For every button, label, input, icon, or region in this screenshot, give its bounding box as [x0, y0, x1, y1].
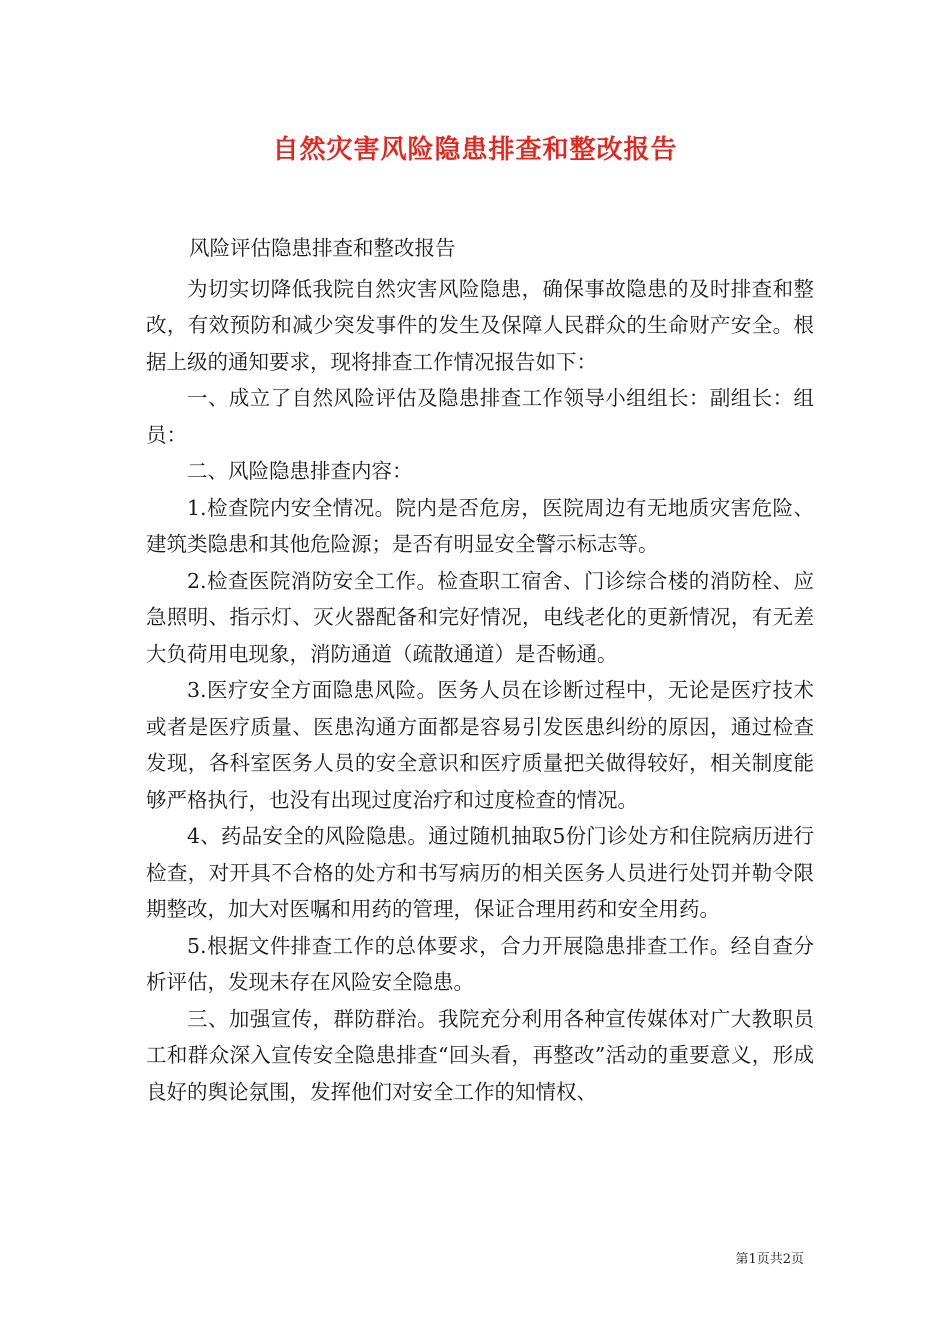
page-number: 第1页共2页 — [735, 1252, 804, 1267]
document-body — [146, 230, 814, 1110]
section-3-paragraph: 三、加强宣传，群防群治。我院充分利用各种宣传媒体对广大教职员工和群众深入宣传安全隐患排查“回头看，再整改”活动的重要意义，形成良好的舆论氛围，发挥他们对安全工作的知情权、 — [146, 1006, 814, 1104]
section-1-paragraph: 一、成立了自然风险评估及隐患排查工作领导小组组长：副组长：组员： — [146, 386, 814, 447]
item-2-paragraph: 2.检查医院消防安全工作。检查职工宿舍、门诊综合楼的消防栓、应急照明、指示灯、灭火器配备和完好情况，电线老化的更新情况，有无差大负荷用电现象，消防通道（疏散通道）是否畅通。 — [146, 568, 814, 666]
section-2-heading: 二、风险隐患排查内容： — [187, 459, 413, 483]
item-1-paragraph: 1.检查院内安全情况。院内是否危房，医院周边有无地质灾害危险、建筑类隐患和其他危险源；是否有明显安全警示标志等。 — [146, 495, 814, 556]
item-4-paragraph: 4、药品安全的风险隐患。通过随机抽取5份门诊处方和住院病历进行检查，对开具不合格的处方和书写病历的相关医务人员进行处罚并勒令限期整改，加大对医嘱和用药的管理，保证合理用药和安全用药。 — [146, 824, 814, 921]
document-title: 自然灾害风险隐患排查和整改报告 — [272, 135, 678, 165]
intro-paragraph: 为切实切降低我院自然灾害风险隐患，确保事故隐患的及时排查和整改，有效预防和减少突发事件的发生及保障人民群众的生命财产安全。根据上级的通知要求，现将排查工作情况报告如下： — [146, 276, 814, 374]
subtitle-paragraph: 风险评估隐患排查和整改报告 — [189, 236, 456, 260]
item-5-paragraph: 5.根据文件排查工作的总体要求，合力开展隐患排查工作。经自查分析评估，发现未存在风险安全隐患。 — [146, 933, 814, 994]
item-3-paragraph: 3.医疗安全方面隐患风险。医务人员在诊断过程中，无论是医疗技术或者是医疗质量、医患沟通方面都是容易引发医患纠纷的原因，通过检查发现，各科室医务人员的安全意识和医疗质量把关做得较好，相关制度能够严格执行，也没有出现过度治疗和过度检查的情况。 — [146, 678, 814, 812]
